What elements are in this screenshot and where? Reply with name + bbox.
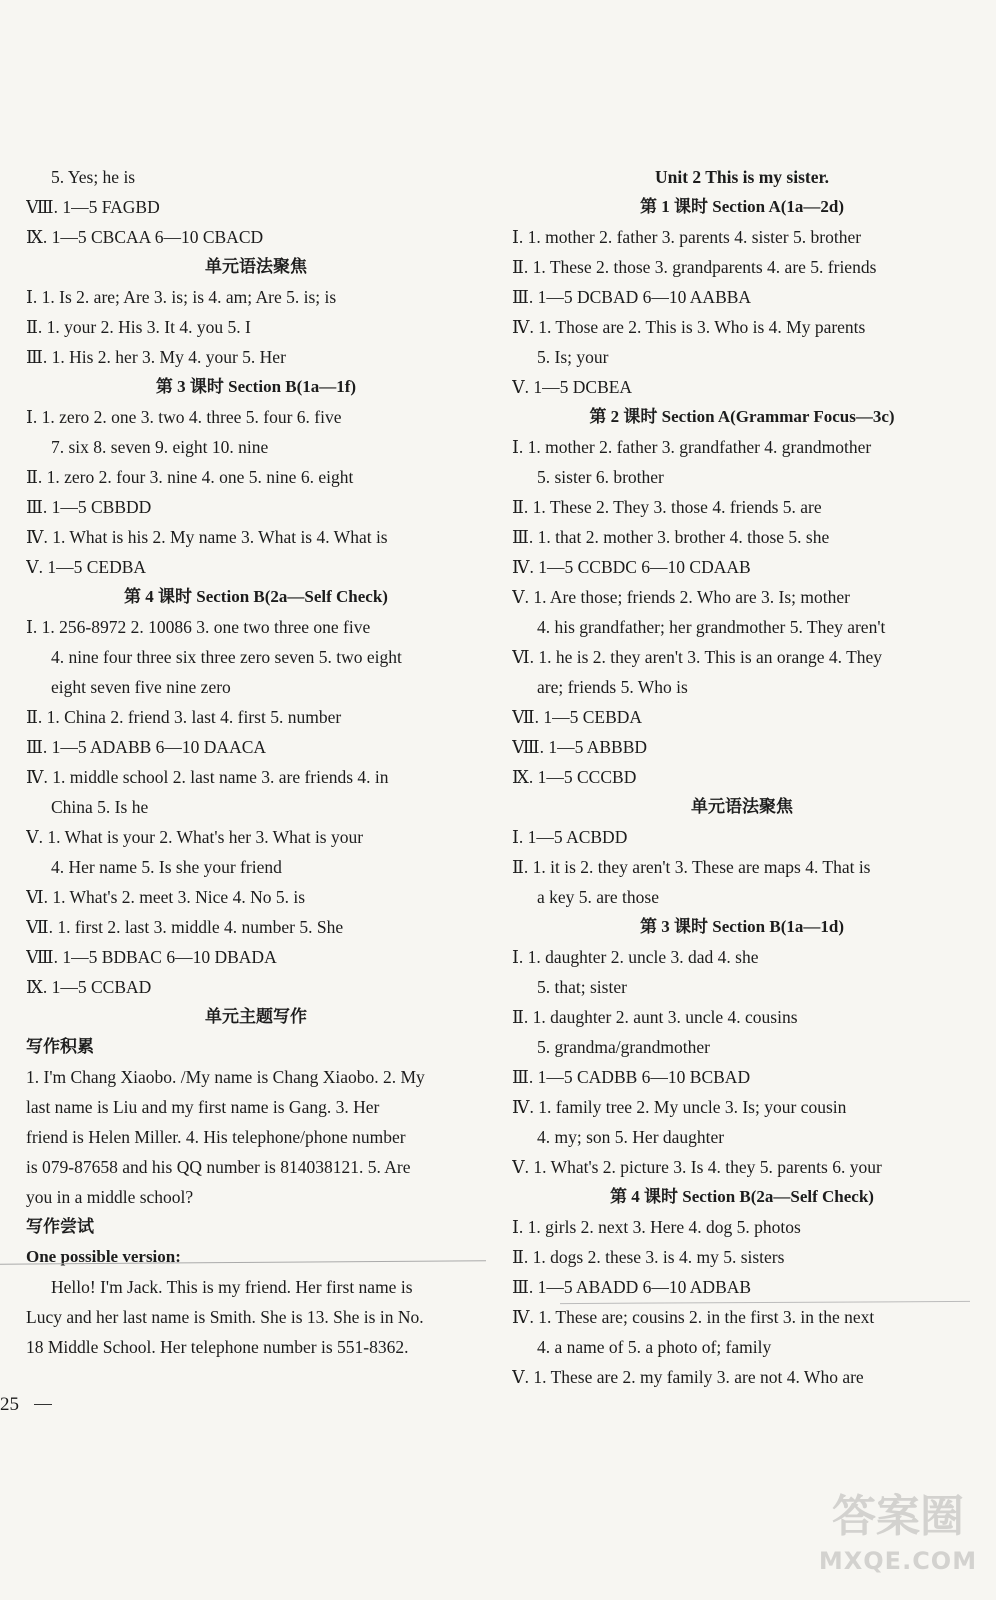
answer-line: Ⅸ. 1—5 CBCAA 6—10 CBACD (26, 227, 264, 247)
answer-line: Ⅶ. 1. first 2. last 3. middle 4. number 5. She (26, 917, 344, 937)
answer-line: China 5. Is he (51, 797, 149, 817)
answer-line: Ⅳ. 1. These are; cousins 2. in the first 3. in the next (512, 1307, 875, 1327)
answer-line: Ⅰ. 1. mother 2. father 3. parents 4. sister 5. brother (512, 227, 862, 247)
answer-line: Ⅲ. 1—5 DCBAD 6—10 AABBA (512, 287, 752, 307)
answer-line: Ⅵ. 1. What's 2. meet 3. Nice 4. No 5. is (26, 887, 306, 907)
answer-line: Ⅳ. 1. Those are 2. This is 3. Who is 4. My parents (512, 317, 866, 337)
answer-line: 5. sister 6. brother (537, 467, 664, 487)
right-column (512, 162, 972, 1392)
answer-line: Ⅰ. 1. daughter 2. uncle 3. dad 4. she (512, 947, 759, 967)
answer-line: 1. I'm Chang Xiaobo. /My name is Chang Xiaobo. 2. My (26, 1067, 425, 1087)
answer-line: Ⅲ. 1. His 2. her 3. My 4. your 5. Her (26, 347, 286, 367)
section-heading: 第 4 课时 Section B(2a—Self Check) (610, 1187, 874, 1206)
answer-line: friend is Helen Miller. 4. His telephone/phone number (26, 1127, 406, 1147)
section-heading: 第 4 课时 Section B(2a—Self Check) (124, 587, 388, 606)
answer-line: 18 Middle School. Her telephone number is 551-8362. (26, 1337, 409, 1357)
answer-line: Ⅱ. 1. China 2. friend 3. last 4. first 5. number (26, 707, 342, 727)
answer-line: Ⅰ. 1. girls 2. next 3. Here 4. dog 5. photos (512, 1217, 801, 1237)
answer-line: Ⅰ. 1. mother 2. father 3. grandfather 4. grandmother (512, 437, 872, 457)
answer-line: Ⅴ. 1. What's 2. picture 3. Is 4. they 5. parents 6. your (512, 1157, 882, 1177)
answer-line: Ⅳ. 1. What is his 2. My name 3. What is 4. What is (26, 527, 388, 547)
answer-line: Ⅵ. 1. he is 2. they aren't 3. This is an orange 4. They (512, 647, 883, 667)
answer-line: Ⅱ. 1. daughter 2. aunt 3. uncle 4. cousins (512, 1007, 798, 1027)
answer-line: Hello! I'm Jack. This is my friend. Her first name is (51, 1277, 413, 1297)
answer-line: 4. his grandfather; her grandmother 5. They aren't (537, 617, 886, 637)
answer-line: Ⅳ. 1. family tree 2. My uncle 3. Is; your cousin (512, 1097, 847, 1117)
answer-line: Ⅱ. 1. These 2. those 3. grandparents 4. are 5. friends (512, 257, 877, 277)
answer-line: 7. six 8. seven 9. eight 10. nine (51, 437, 269, 457)
section-heading: 第 2 课时 Section A(Grammar Focus—3c) (589, 407, 895, 426)
answer-line: Ⅴ. 1. What is your 2. What's her 3. What is your (26, 827, 364, 847)
answer-line: 4. nine four three six three zero seven 5. two eight (51, 647, 402, 667)
answer-line: Ⅴ. 1. Are those; friends 2. Who are 3. Is; mother (512, 587, 850, 607)
answer-line: Ⅳ. 1—5 CCBDC 6—10 CDAAB (512, 557, 751, 577)
answer-line: Ⅱ. 1. These 2. They 3. those 4. friends 5. are (512, 497, 822, 517)
answer-line: Ⅱ. 1. your 2. His 3. It 4. you 5. I (26, 317, 251, 337)
subheading: 写作积累 (26, 1037, 94, 1056)
answer-line: Ⅰ. 1. 256-8972 2. 10086 3. one two three one five (26, 617, 371, 637)
answer-line: 5. that; sister (537, 977, 627, 997)
answer-line: Ⅷ. 1—5 FAGBD (26, 197, 160, 217)
answer-line: 4. my; son 5. Her daughter (537, 1127, 725, 1147)
answer-line: a key 5. are those (537, 887, 659, 907)
section-heading: 单元语法聚焦 (691, 797, 793, 816)
answer-line: 4. a name of 5. a photo of; family (537, 1337, 772, 1357)
section-heading: Unit 2 This is my sister. (654, 167, 830, 187)
answer-line: Ⅶ. 1—5 CEBDA (512, 707, 643, 727)
answer-line: Ⅲ. 1—5 CBBDD (26, 497, 152, 517)
section-heading: 第 3 课时 Section B(1a—1f) (155, 377, 357, 396)
answer-line: is 079-87658 and his QQ number is 814038121. 5. Are (26, 1157, 411, 1177)
watermark-cn: 答案圈 (832, 1491, 964, 1542)
left-column (26, 162, 486, 1362)
subheading: 写作尝试 (26, 1217, 94, 1236)
watermark-en: MXQE.COM (818, 1547, 978, 1575)
page-number: 25 (0, 1394, 19, 1415)
answer-line: Lucy and her last name is Smith. She is 13. She is in No. (26, 1307, 424, 1327)
answer-line: Ⅰ. 1. zero 2. one 3. two 4. three 5. four 6. five (26, 407, 342, 427)
answer-line: 5. Yes; he is (51, 167, 136, 187)
answer-line: eight seven five nine zero (51, 677, 231, 697)
subheading: One possible version: (26, 1247, 181, 1266)
answer-line: Ⅲ. 1—5 CADBB 6—10 BCBAD (512, 1067, 751, 1087)
answer-line: Ⅱ. 1. it is 2. they aren't 3. These are maps 4. That is (512, 857, 871, 877)
answer-line: 4. Her name 5. Is she your friend (51, 857, 282, 877)
answer-line: Ⅰ. 1. Is 2. are; Are 3. is; is 4. am; Are 5. is; is (26, 287, 337, 307)
answer-line: Ⅲ. 1—5 ABADD 6—10 ADBAB (512, 1277, 752, 1297)
answer-line: 5. grandma/grandmother (537, 1037, 711, 1057)
answer-line: Ⅸ. 1—5 CCCBD (512, 767, 637, 787)
answer-line: Ⅳ. 1. middle school 2. last name 3. are friends 4. in (26, 767, 389, 787)
answer-line: 5. Is; your (537, 347, 609, 367)
page-number-rule (34, 1404, 52, 1405)
answer-line: Ⅷ. 1—5 BDBAC 6—10 DBADA (26, 947, 277, 967)
answer-line: Ⅴ. 1. These are 2. my family 3. are not 4. Who are (512, 1367, 864, 1387)
answer-line: Ⅱ. 1. dogs 2. these 3. is 4. my 5. sisters (512, 1247, 785, 1267)
answer-line: Ⅲ. 1. that 2. mother 3. brother 4. those 5. she (512, 527, 830, 547)
answer-line: last name is Liu and my first name is Gang. 3. Her (26, 1097, 380, 1117)
section-heading: 单元语法聚焦 (205, 257, 307, 276)
answer-line: Ⅲ. 1—5 ADABB 6—10 DAACA (26, 737, 267, 757)
section-heading: 第 1 课时 Section A(1a—2d) (640, 197, 844, 216)
answer-line: you in a middle school? (26, 1187, 194, 1207)
answer-line: Ⅰ. 1—5 ACBDD (512, 827, 628, 847)
section-heading: 单元主题写作 (205, 1007, 307, 1026)
watermark-logo (818, 1488, 978, 1598)
answer-line: Ⅸ. 1—5 CCBAD (26, 977, 152, 997)
section-heading: 第 3 课时 Section B(1a—1d) (640, 917, 844, 936)
answer-line: Ⅱ. 1. zero 2. four 3. nine 4. one 5. nine 6. eight (26, 467, 354, 487)
answer-line: Ⅷ. 1—5 ABBBD (512, 737, 648, 757)
answer-line: are; friends 5. Who is (537, 677, 688, 697)
answer-line: Ⅴ. 1—5 DCBEA (512, 377, 633, 397)
answer-line: Ⅴ. 1—5 CEDBA (26, 557, 147, 577)
